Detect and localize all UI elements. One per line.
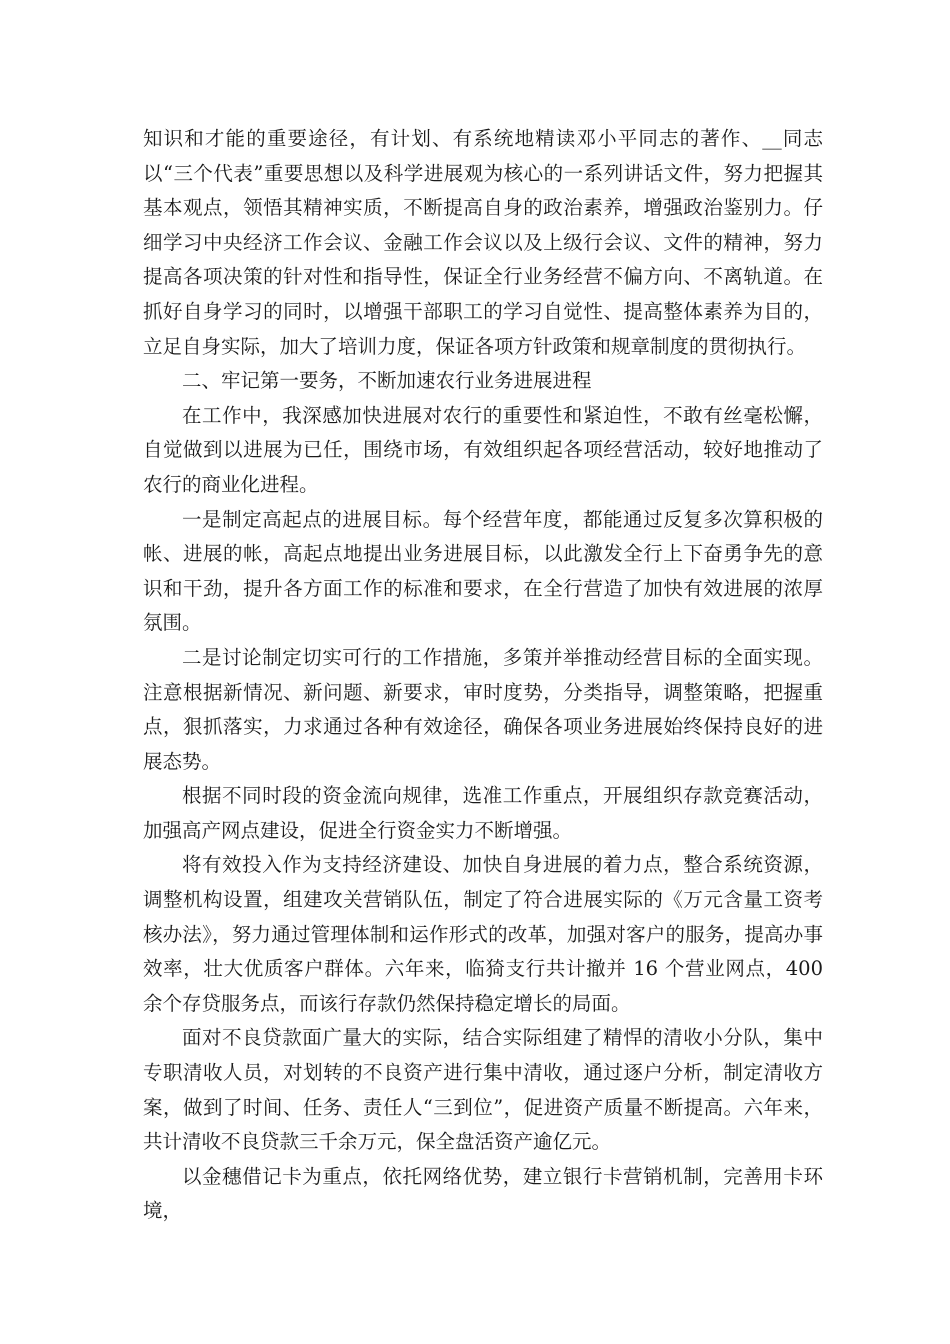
paragraph-debit-card: 以金穗借记卡为重点，依托网络优势，建立银行卡营销机制，完善用卡环境， — [143, 1164, 823, 1223]
paragraph-work-intro: 在工作中，我深感加快进展对农行的重要性和紧迫性，不敢有丝毫松懈，自觉做到以进展为已任，围绕市场，有效组织起各项经营活动，较好地推动了农行的商业化进程。 — [143, 403, 823, 496]
section-heading-2: 二、牢记第一要务，不断加速农行业务进展进程 — [182, 369, 592, 393]
paragraph-measures: 二是讨论制定切实可行的工作措施，多策并举推动经营目标的全面实现。注意根据新情况、新问题、新要求，审时度势，分类指导，调整策略，把握重点，狠抓落实，力求通过各种有效途径，确保各项业务进展始终保持良好的进展态势。 — [143, 645, 823, 773]
document-body — [143, 122, 823, 1229]
paragraph-investment: 将有效投入作为支持经济建设、加快自身进展的着力点，整合系统资源，调整机构设置，组建攻关营销队伍，制定了符合进展实际的《万元含量工资考核办法》，努力通过管理体制和运作形式的改革，加强对客户的服务，提高办事效率，壮大优质客户群体。六年来，临猗支行共计撤并 16 个营业网点，400 余个存贷服务点，而该行存款仍然保持稳定增长的局面。 — [143, 853, 823, 1015]
paragraph-goal: 一是制定高起点的进展目标。每个经营年度，都能通过反复多次算积极的帐、进展的帐，高起点地提出业务进展目标，以此激发全行上下奋勇争先的意识和干劲，提升各方面工作的标准和要求，在全行营造了加快有效进展的浓厚氛围。 — [143, 507, 823, 635]
paragraph-bad-loans: 面对不良贷款面广量大的实际，结合实际组建了精悍的清收小分队，集中专职清收人员，对划转的不良资产进行集中清收，通过逐户分析，制定清收方案，做到了时间、任务、责任人“三到位”，促进资产质量不断提高。六年来，共计清收不良贷款三千余万元，保全盘活资产逾亿元。 — [143, 1026, 823, 1154]
paragraph-funds: 根据不同时段的资金流向规律，选准工作重点，开展组织存款竞赛活动，加强高产网点建设，促进全行资金实力不断增强。 — [143, 784, 823, 842]
paragraph-study: 知识和才能的重要途径，有计划、有系统地精读邓小平同志的著作、__同志以“三个代表”重要思想以及科学进展观为核心的一系列讲话文件，努力把握其基本观点，领悟其精神实质，不断提高自身的政治素养，增强政治鉴别力。仔细学习中央经济工作会议、金融工作会议以及上级行会议、文件的精神，努力提高各项决策的针对性和指导性，保证全行业务经营不偏方向、不离轨道。在抓好自身学习的同时，以增强干部职工的学习自觉性、提高整体素养为目的，立足自身实际，加大了培训力度，保证各项方针政策和规章制度的贯彻执行。 — [143, 127, 823, 358]
